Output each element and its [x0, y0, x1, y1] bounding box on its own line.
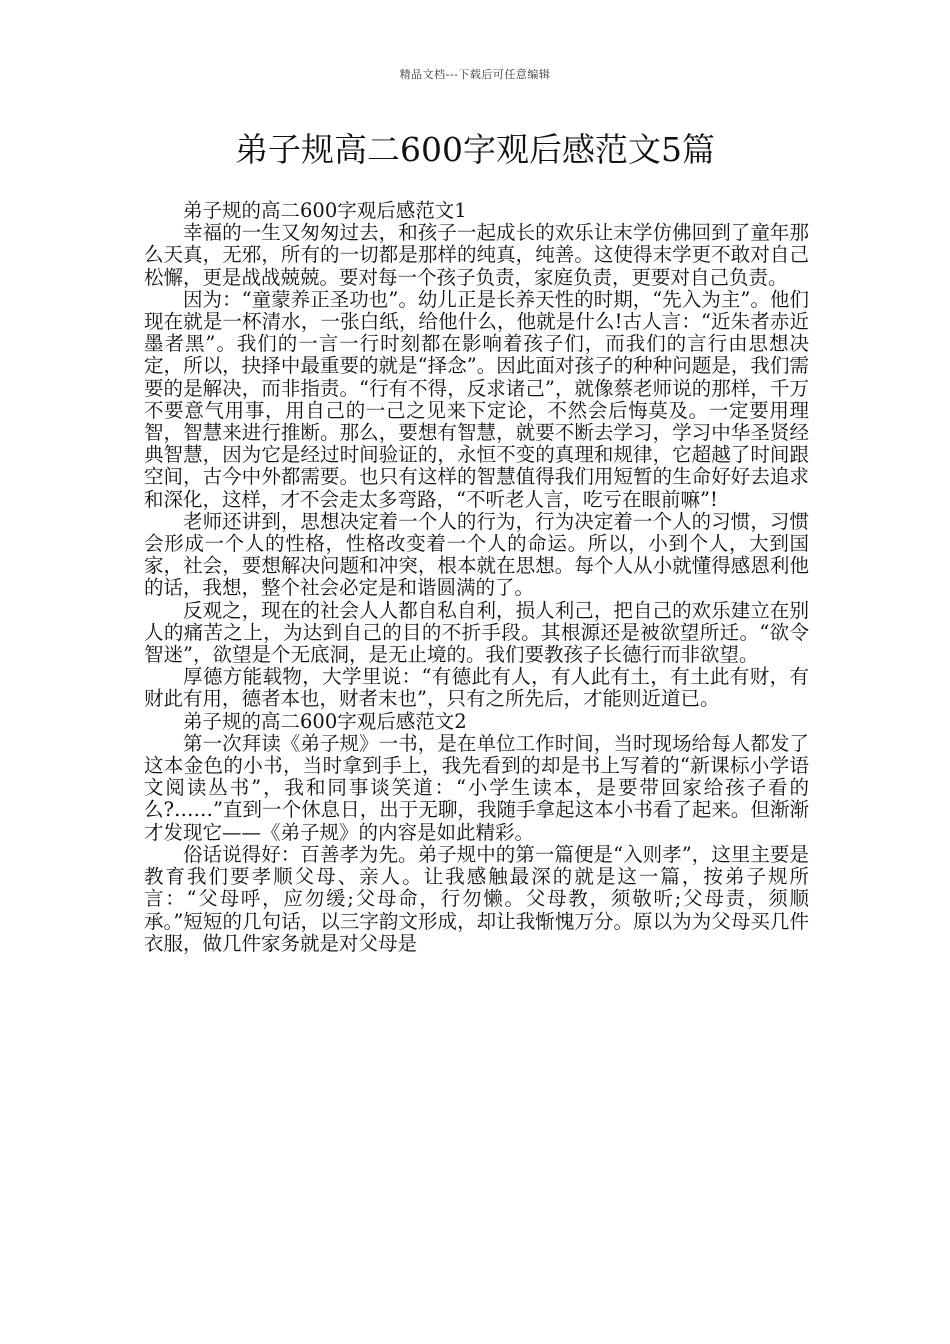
- section-heading-1: 弟子规的高二600字观后感范文1: [183, 199, 467, 222]
- paragraph: 幸福的一生又匆匆过去，和孩子一起成长的欢乐让末学仿佛回到了童年那么天真，无邪，所有的一切都是那样的纯真，纯善。这使得末学更不敢对自己松懈，更是战战兢兢。要对每一个孩子负责，家庭负责，更要对自己负责。: [144, 221, 809, 289]
- paragraph: 厚德方能载物，大学里说：“有德此有人，有人此有土，有土此有财，有财此有用，德者本也，财者末也”，只有之所先后，才能则近道已。: [144, 665, 809, 711]
- document-body: [144, 200, 809, 955]
- header-note: 精品文档---下载后可任意编辑: [399, 68, 551, 81]
- document-title: 弟子规高二600字观后感范文5篇: [235, 130, 715, 169]
- paragraph: 因为：“童蒙养正圣功也”。幼儿正是长养天性的时期，“先入为主”。他们现在就是一杯清水，一张白纸，给他什么，他就是什么!古人言：“近朱者赤近墨者黑”。我们的一言一行时刻都在影响着孩子们，而我们的言行由思想决定，所以，抉择中最重要的就是“择念”。因此面对孩子的种种问题是，我们需要的是解决，而非指责。“行有不得，反求诸己”，就像蔡老师说的那样，千万不要意气用事，用自己的一己之见来下定论，不然会后悔莫及。一定要用理智，智慧来进行推断。那么，要想有智慧，就要不断去学习，学习中华圣贤经典智慧，因为它是经过时间验证的，永恒不变的真理和规律，它超越了时间跟空间，古今中外都需要。也只有这样的智慧值得我们用短暂的生命好好去追求和深化，这样，才不会走太多弯路，“不听老人言，吃亏在眼前嘛”!: [144, 287, 809, 511]
- paragraph: 反观之，现在的社会人人都自私自利，损人利己，把自己的欢乐建立在别人的痛苦之上，为达到自己的目的不折手段。其根源还是被欲望所迁。“欲令智迷”，欲望是个无底洞，是无止境的。我们要教孩子长德行而非欲望。: [144, 598, 809, 667]
- section-heading-2: 弟子规的高二600字观后感范文2: [183, 709, 467, 733]
- paragraph: 俗话说得好：百善孝为先。弟子规中的第一篇便是“入则孝”，这里主要是教育我们要孝顺父母、亲人。让我感触最深的就是这一篇，按弟子规所言：“父母呼，应勿缓;父母命，行勿懒。父母教，须敬听;父母责，须顺承。”短短的几句话，以三字韵文形成，却让我惭愧万分。原以为为父母买几件衣服，做几件家务就是对父母是: [144, 842, 809, 955]
- paragraph: 老师还讲到，思想决定着一个人的行为，行为决定着一个人的习惯，习惯会形成一个人的性格，性格改变着一个人的命运。所以，小到个人，大到国家，社会，要想解决问题和冲突，根本就在思想。每个人从小就懂得感恩利他的话，我想，整个社会必定是和谐圆满的了。: [144, 509, 809, 600]
- paragraph: 第一次拜读《弟子规》一书，是在单位工作时间，当时现场给每人都发了这本金色的小书，当时拿到手上，我先看到的却是书上写着的“新课标小学语文阅读丛书”，我和同事谈笑道：“小学生读本，是要带回家给孩子看的么?……”直到一个休息日，出于无聊，我随手拿起这本小书看了起来。但渐渐才发现它——《弟子规》的内容是如此精彩。: [144, 731, 809, 844]
